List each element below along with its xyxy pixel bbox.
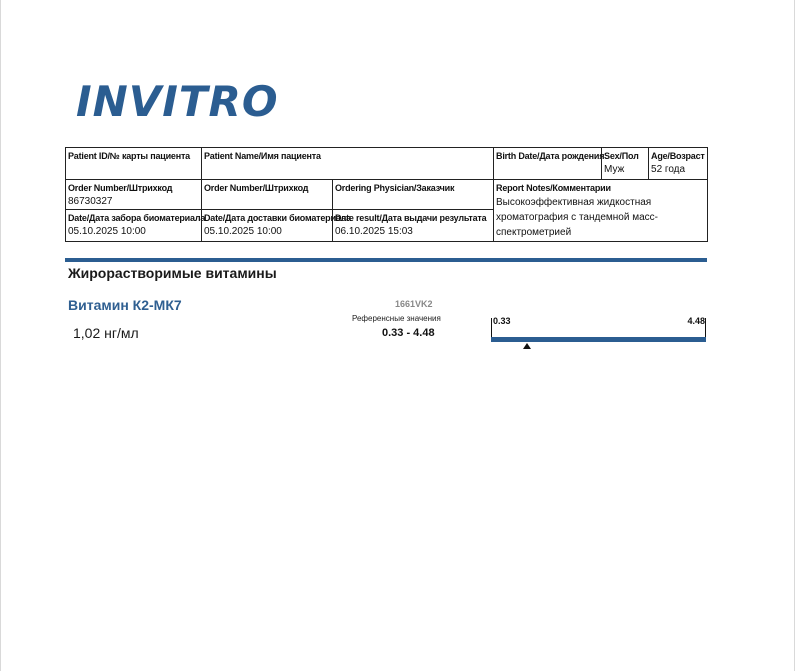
result-date-label: Date result/Дата выдачи результата bbox=[335, 213, 487, 223]
patient-id-label: Patient ID/№ карты пациента bbox=[68, 151, 190, 161]
reference-scale bbox=[491, 314, 707, 354]
section-title: Жирорастворимые витамины bbox=[68, 265, 277, 281]
scale-min-label: 0.33 bbox=[493, 316, 511, 326]
result-marker-icon bbox=[523, 343, 531, 349]
patient-name-label: Patient Name/Имя пациента bbox=[204, 151, 321, 161]
section-divider bbox=[65, 258, 707, 262]
order-number-cell bbox=[66, 180, 202, 210]
reference-label: Референсные значения bbox=[352, 314, 441, 323]
page-border-left bbox=[0, 0, 1, 671]
delivery-date-value: 05.10.2025 10:00 bbox=[204, 226, 282, 237]
sex-value: Муж bbox=[604, 164, 625, 175]
reference-value: 0.33 - 4.48 bbox=[382, 327, 435, 339]
sex-cell bbox=[602, 148, 649, 180]
birth-date-label: Birth Date/Дата рождения bbox=[496, 151, 605, 161]
age-value: 52 года bbox=[651, 164, 686, 175]
age-cell bbox=[649, 148, 708, 180]
order-number-value: 86730327 bbox=[68, 196, 113, 207]
scale-max-label: 4.48 bbox=[687, 316, 705, 326]
delivery-date-cell bbox=[202, 210, 351, 242]
patient-info-table bbox=[65, 147, 708, 242]
collection-date-value: 05.10.2025 10:00 bbox=[68, 226, 146, 237]
report-notes-label: Report Notes/Комментарии bbox=[496, 183, 611, 193]
physician-label: Ordering Physician/Заказчик bbox=[335, 183, 455, 193]
invitro-logo: INVITRO bbox=[76, 77, 279, 126]
patient-id-cell bbox=[66, 148, 202, 180]
age-label: Age/Возраст bbox=[651, 151, 705, 161]
delivery-date-label: Date/Дата доставки биоматериала bbox=[204, 213, 351, 223]
page-border-right bbox=[794, 0, 795, 671]
scale-bar bbox=[491, 337, 706, 342]
report-notes-cell bbox=[494, 180, 708, 242]
test-name: Витамин К2-МК7 bbox=[68, 297, 182, 313]
order-number2-cell bbox=[202, 180, 333, 210]
order-number2-label: Order Number/Штрихкод bbox=[204, 183, 309, 193]
test-result: 1,02 нг/мл bbox=[73, 325, 139, 341]
order-number-label: Order Number/Штрихкод bbox=[68, 183, 173, 193]
collection-date-cell bbox=[66, 210, 206, 242]
physician-cell bbox=[333, 180, 494, 210]
result-date-value: 06.10.2025 15:03 bbox=[335, 226, 413, 237]
report-notes-value: Высокоэффективная жидкостная хроматография с тандемной масс-спектрометрией bbox=[496, 197, 658, 238]
birth-date-cell bbox=[494, 148, 605, 180]
test-code: 1661VK2 bbox=[395, 299, 433, 309]
result-date-cell bbox=[333, 210, 494, 242]
collection-date-label: Date/Дата забора биоматериала bbox=[68, 213, 206, 223]
sex-label: Sex/Пол bbox=[604, 151, 639, 161]
patient-name-cell bbox=[202, 148, 494, 180]
